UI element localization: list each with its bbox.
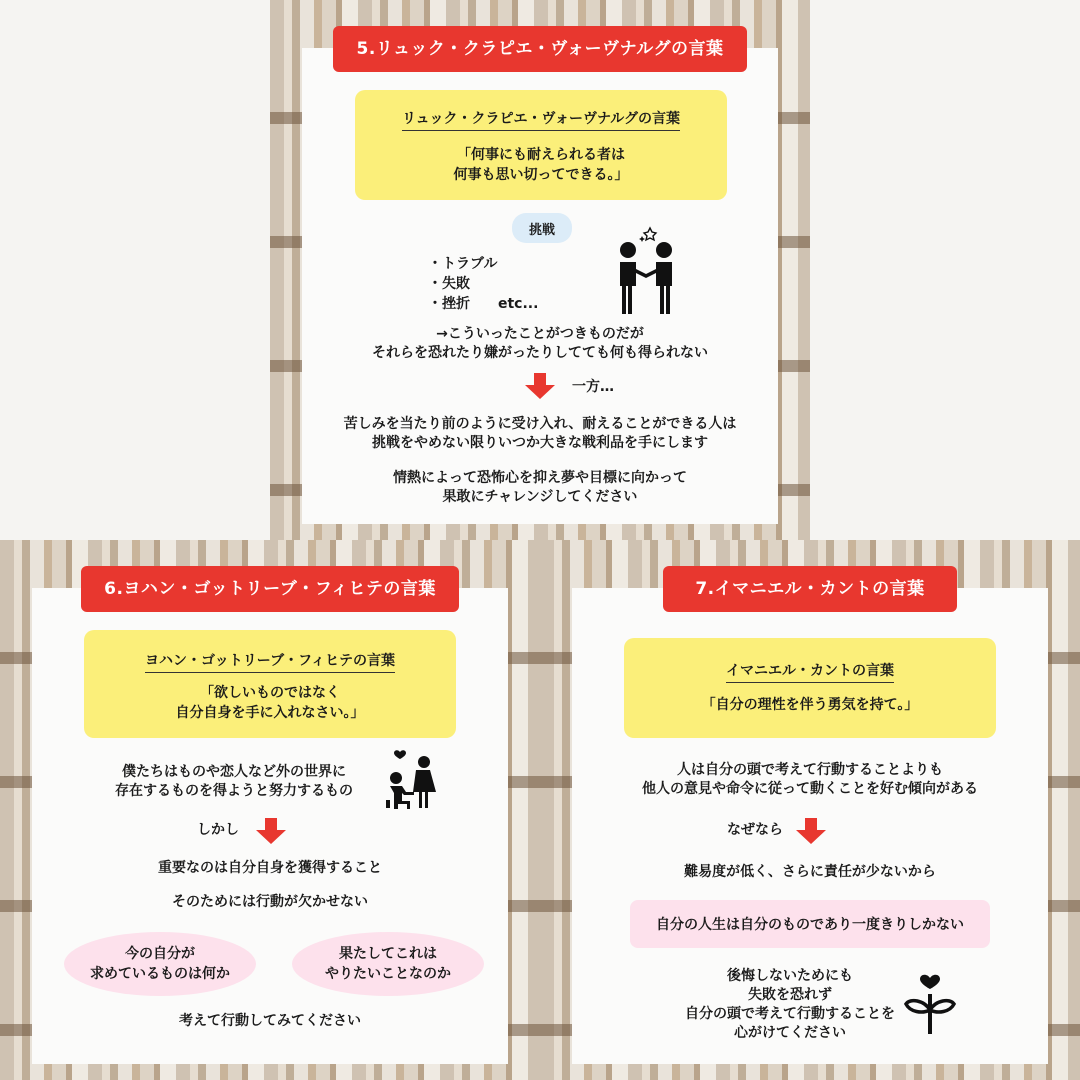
card7-header: 7.イマニエル・カントの言葉 <box>663 566 957 612</box>
card5-arrow-label: 一方… <box>572 379 614 395</box>
card5-challenge-chip: 挑戦 <box>512 213 572 243</box>
card5-quote-box <box>355 90 727 200</box>
card7-line2: 他人の意見や命令に従って動くことを好む傾向がある <box>642 781 978 797</box>
card6-arrow-label: しかし <box>197 822 239 838</box>
card7-quote-title: イマニエル・カントの言葉 <box>726 660 894 683</box>
arrow-down-icon <box>256 818 286 844</box>
arrow-down-icon <box>796 818 826 844</box>
card6-oval2-line1: 果たしてこれは <box>339 946 437 962</box>
arrow-down-icon <box>525 373 555 399</box>
card6-oval2-line2: やりたいことなのか <box>325 966 451 982</box>
card6-quote-box <box>84 630 456 738</box>
list-item: ・トラブル <box>428 256 498 272</box>
card5-line1: →こういったことがつきものだが <box>436 326 644 342</box>
card5-quote-line2: 何事も思い切ってできる。」 <box>453 167 629 183</box>
card6-line2: 存在するものを得ようと努力するもの <box>115 783 353 799</box>
card5-line6: 果敢にチャレンジしてください <box>442 489 638 505</box>
sprout-heart-icon <box>900 970 960 1036</box>
card7-line3: 難易度が低く、さらに責任が少ないから <box>684 864 936 880</box>
card6-line4: そのためには行動が欠かせない <box>172 894 368 910</box>
list-item: ・挫折 etc... <box>428 296 539 312</box>
card7-line1: 人は自分の頭で考えて行動することよりも <box>677 762 943 778</box>
handshake-icon <box>606 220 686 316</box>
card6-oval-2 <box>292 932 484 996</box>
card6-quote-line2: 自分自身を手に入れなさい。」 <box>175 705 365 721</box>
card6-oval1-line1: 今の自分が <box>125 946 195 962</box>
card6-quote-line1: 「欲しいものではなく <box>200 685 340 701</box>
list-item: ・失敗 <box>428 276 470 292</box>
card7-pink-box: 自分の人生は自分のものであり一度きりしかない <box>630 900 990 948</box>
card7-arrow-label: なぜなら <box>727 822 783 838</box>
card5-line4: 挑戦をやめない限りいつか大きな戦利品を手にします <box>372 435 708 451</box>
card7-quote-box <box>624 638 996 738</box>
card6-line1: 僕たちはものや恋人など外の世界に <box>122 764 346 780</box>
card6-oval-1 <box>64 932 256 996</box>
card6-quote-title: ヨハン・ゴットリーブ・フィヒテの言葉 <box>145 650 395 673</box>
card5-quote-title: リュック・クラピエ・ヴォーヴナルグの言葉 <box>402 108 680 131</box>
card5-bullet-list <box>428 254 538 314</box>
card6-oval1-line2: 求めているものは何か <box>90 966 230 982</box>
card5-line3: 苦しみを当たり前のように受け入れ、耐えることができる人は <box>343 416 737 432</box>
card7-quote-line1: 「自分の理性を伴う勇気を持て。」 <box>701 697 919 713</box>
card7-line5: 失敗を恐れず <box>748 987 832 1003</box>
card5-line2: それらを恐れたり嫌がったりしてても何も得られない <box>372 345 708 361</box>
card7-line7: 心がけてください <box>734 1025 846 1041</box>
card6-line5: 考えて行動してみてください <box>179 1013 361 1029</box>
card6-header: 6.ヨハン・ゴットリーブ・フィヒテの言葉 <box>81 566 459 612</box>
card7-line4: 後悔しないためにも <box>727 968 853 984</box>
card6-line3: 重要なのは自分自身を獲得すること <box>158 860 382 876</box>
card7-line6: 自分の頭で考えて行動することを <box>685 1006 895 1022</box>
card5-line5: 情熱によって恐怖心を抑え夢や目標に向かって <box>393 470 687 486</box>
card5-quote-line1: 「何事にも耐えられる者は <box>457 147 625 163</box>
card5-header: 5.リュック・クラピエ・ヴォーヴナルグの言葉 <box>333 26 747 72</box>
proposal-icon <box>378 748 440 810</box>
